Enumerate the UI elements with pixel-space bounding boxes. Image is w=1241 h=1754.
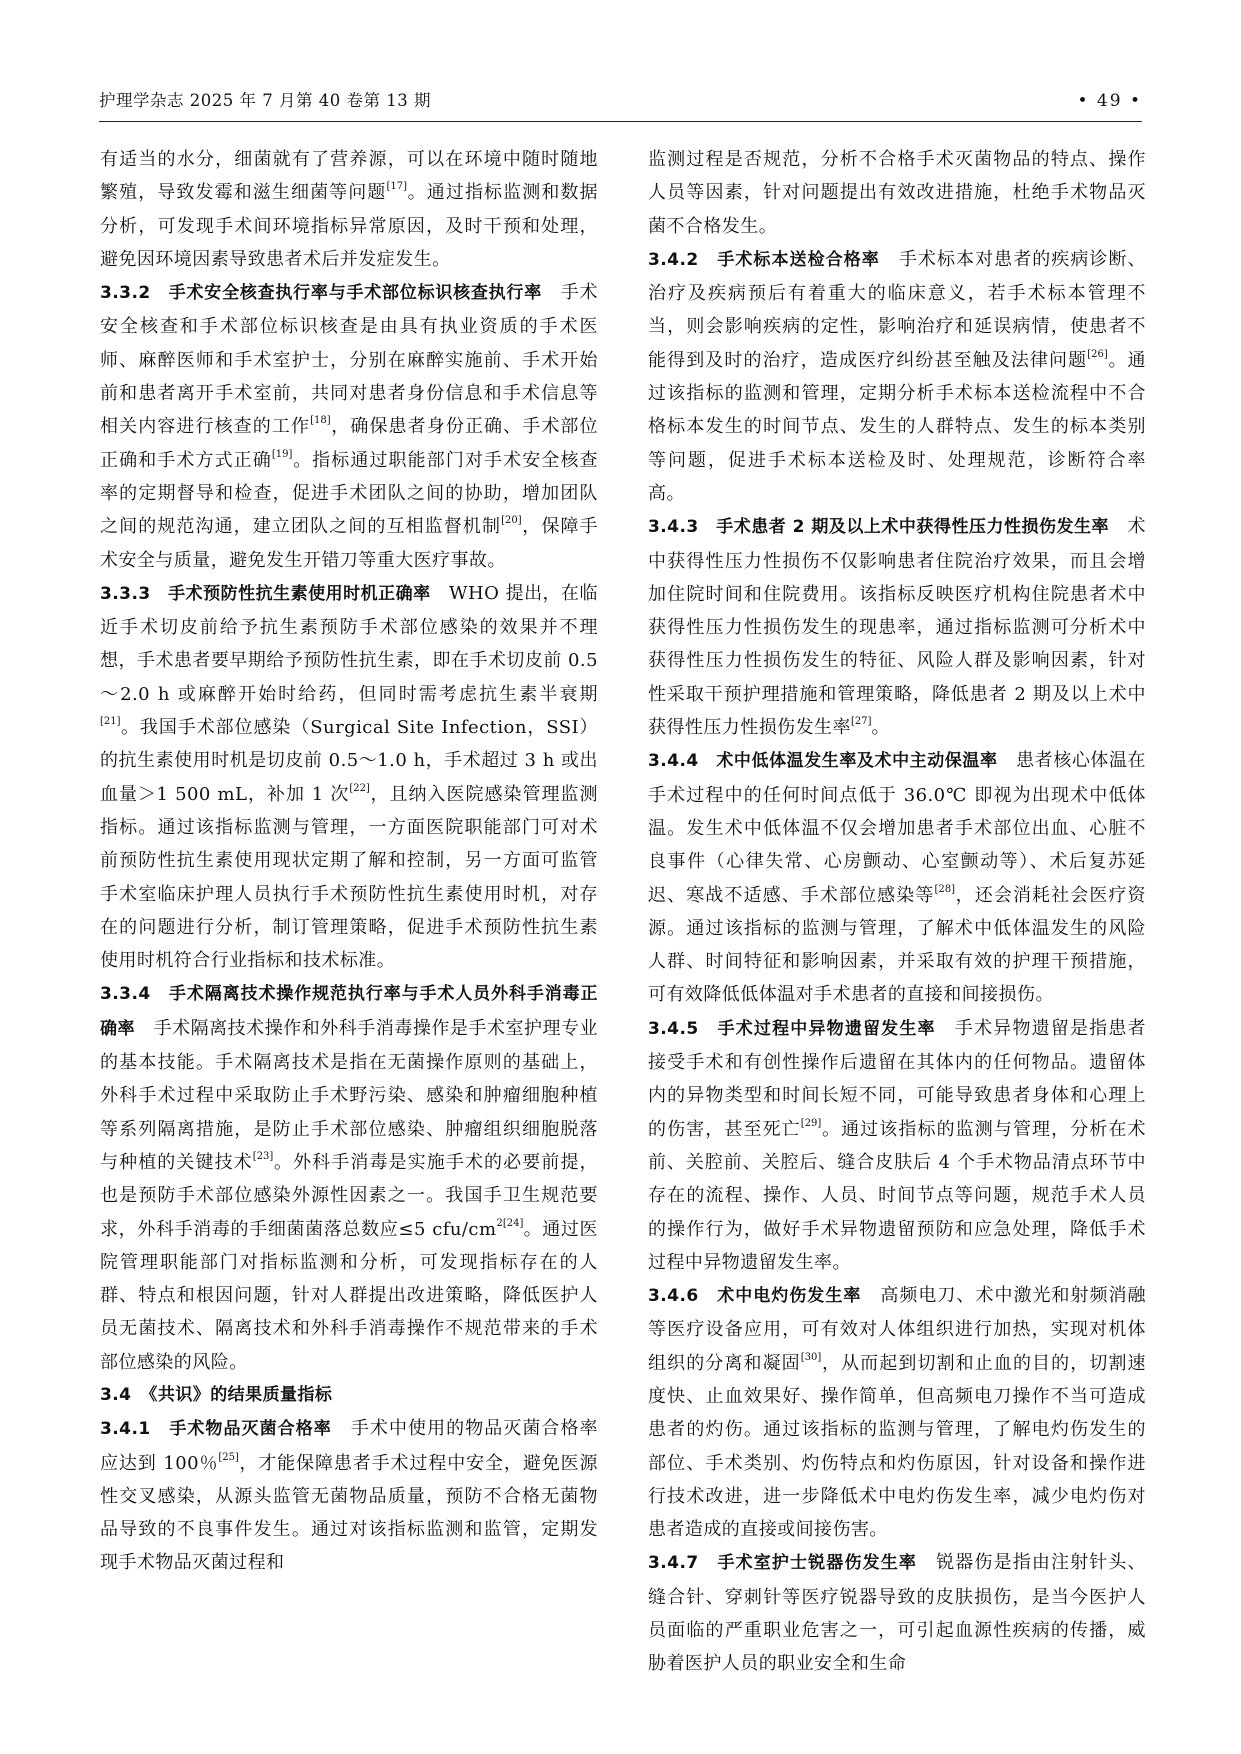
citation-ref: [17] [386,181,408,193]
citation-ref: [29] [800,1117,822,1129]
subsection-heading: 3.4.4 术中低体温发生率及术中主动保温率 [648,751,998,772]
section-3-3-2: 3.3.2 手术安全核查执行率与手术部位标识核查执行率 手术安全核查和手术部位标识核查是由具有执业资质的手术医师、麻醉医师和手术室护士，分别在麻醉实施前、手术开始前和患者离开手术室前，共同对患者身份信息和手术信息等相关内容进行核查的工作[18]，确保患者身份正确、手术部位正确和手术方式正确[19]。指标通过职能部门对手术安全核查率的定期督导和检查，促进手术团队之间的协助，增加团队之间的规范沟通，建立团队之间的互相监督机制[20]，保障手术安全与质量，避免发生开错刀等重大医疗事故。 [100,282,598,571]
citation-ref: [28] [934,883,956,895]
left-column [100,143,598,1580]
section-3-3-4: 3.3.4 手术隔离技术操作规范执行率与手术人员外科手消毒正确率 手术隔离技术操作和外科手消毒操作是手术室护理专业的基本技能。手术隔离技术是指在无菌操作原则的基础上，外科手术过程中采取防止手术野污染、感染和肿瘤细胞种植等系列隔离措施，是防止手术部位感染、肿瘤组织细胞脱落与种植的关键技术[23]。外科手消毒是实施手术的必要前提，也是预防手术部位感染外源性因素之一。我国手卫生规范要求，外科手消毒的手细菌菌落总数应≤5 cfu/cm$^{2[24]}$。通过医院管理职能部门对指标监测和分析，可发现指标存在的人群、特点和根因问题，针对人群提出改进策略，降低医护人员无菌技术、隔离技术和外科手消毒操作不规范带来的手术部位感染的风险。 [100,984,598,1373]
section-3-4-7: 3.4.7 手术室护士锐器伤发生率 锐器伤是指由注射针头、缝合针、穿刺针等医疗锐器导致的皮肤损伤，是当今医护人员面临的严重职业危害之一，可引起血源性疾病的传播，威胁着医护人员的职业安全和生命 [648,1552,1146,1675]
section-3-4-6: 3.4.6 术中电灼伤发生率 高频电刀、术中激光和射频消融等医疗设备应用，可有效对人体组织进行加热，实现对机体组织的分离和凝固[30]，从而起到切割和止血的目的，切割速度快、止血效果好、操作简单，但高频电刀操作不当可造成患者的灼伤。通过该指标的监测与管理，了解电灼伤发生的部位、手术类别、灼伤特点和灼伤原因，针对设备和操作进行技术改进，进一步降低术中电灼伤发生率，减少电灼伤对患者造成的直接或间接伤害。 [648,1285,1147,1541]
citation-ref: [22] [349,782,370,794]
subsection-heading: 3.3.2 手术安全核查执行率与手术部位标识核查执行率 [100,283,542,304]
paragraph: 监测过程是否规范，分析不合格手术灭菌物品的特点、操作人员等因素，针对问题提出有效改进措施，杜绝手术物品灭菌不合格发生。 [648,149,1146,237]
subsection-heading: 3.3.3 手术预防性抗生素使用时机正确率 [100,583,431,604]
section-3-4-4: 3.4.4 术中低体温发生率及术中主动保温率 患者核心体温在手术过程中的任何时间点低于 36.0℃ 即视为出现术中低体温。发生术中低体温不仅会增加患者手术部位出血、心脏不良事件（心律失常、心房颤动、心室颤动等）、术后复苏延迟、寒战不适感、手术部位感染等[28]，还会消耗社会医疗资源。通过该指标的监测与管理，了解术中低体温发生的风险人群、时间特征和影响因素，并采取有效的护理干预措施，可有效降低低体温对手术患者的直接和间接损伤。 [648,750,1147,1006]
citation-ref: [23] [252,1150,274,1162]
citation-ref: [27] [850,716,872,728]
citation-ref: [21] [100,716,121,728]
header-rule [99,121,1142,122]
subsection-heading: 3.3.4 手术隔离技术操作规范执行率与手术人员外科手消毒正确率 [100,984,598,1039]
citation-ref: [20] [501,515,522,527]
running-header [99,86,1142,118]
citation-ref: [24] [502,1217,524,1229]
right-column [648,143,1146,1681]
subsection-heading: 3.4.5 手术过程中异物遗留发生率 [648,1018,936,1039]
paragraph: 有适当的水分，细菌就有了营养源，可以在环境中随时随地繁殖，导致发霉和滋生细菌等问题[17]。通过指标监测和数据分析，可发现手术间环境指标异常原因，及时干预和处理，避免因环境因素导致患者术后并发症发生。 [100,149,599,270]
page-number: • 49 • [1077,91,1142,111]
section-3-4-3: 3.4.3 手术患者 2 期及以上术中获得性压力性损伤发生率 术中获得性压力性损伤不仅影响患者住院治疗效果，而且会增加住院时间和住院费用。该指标反映医疗机构住院患者术中获得性压力性损伤发生的现患率，通过指标监测可分析术中获得性压力性损伤发生的特征、风险人群及影响因素，针对性采取干预护理措施和管理策略，降低患者 2 期及以上术中获得性压力性损伤发生率[27]。 [648,516,1146,739]
citation-ref: [30] [800,1351,822,1363]
section-3-4-heading: 3.4 《共识》的结果质量指标 [100,1384,333,1405]
subsection-heading: 3.4.7 手术室护士锐器伤发生率 [648,1553,918,1574]
section-3-4-1: 3.4.1 手术物品灭菌合格率 手术中使用的物品灭菌合格率应达到 100％[25]，才能保障患者手术过程中安全，避免医源性交叉感染，从源头监管无菌物品质量，预防不合格无菌物品导致的不良事件发生。通过对该指标监测和监管，定期发现手术物品灭菌过程和 [100,1418,598,1574]
superscript-2: 2 [496,1217,503,1229]
subsection-heading: 3.4.3 手术患者 2 期及以上术中获得性压力性损伤发生率 [648,517,1110,538]
subsection-heading: 3.4.2 手术标本送检合格率 [648,249,880,270]
section-3-4-5: 3.4.5 手术过程中异物遗留发生率 手术异物遗留是指患者接受手术和有创性操作后遗留在其体内的任何物品。遗留体内的异物类型和时间长短不同，可能导致患者身体和心理上的伤害，甚至死亡[29]。通过该指标的监测与管理，分析在术前、关腔前、关腔后、缝合皮肤后 4 个手术物品清点环节中存在的流程、操作、人员、时间节点等问题，规范手术人员的操作行为，做好手术异物遗留预防和应急处理，降低手术过程中异物遗留发生率。 [648,1017,1146,1273]
citation-ref: [19] [271,448,293,460]
section-3-3-3: 3.3.3 手术预防性抗生素使用时机正确率 WHO 提出，在临近手术切皮前给予抗生素预防手术部位感染的效果并不理想，手术患者要早期给予预防性抗生素，即在手术切皮前 0.5～2.0 h 或麻醉开始时给药，但同时需考虑抗生素半衰期[21]。我国手术部位感染（Surgical Site Infection，SSI）的抗生素使用时机是切皮前 0.5～1.0 h，手术超过 3 h 或出血量＞1 500 mL，补加 1 次[22]，且纳入医院感染管理监测指标。通过该指标监测与管理，一方面医院职能部门可对术前预防性抗生素使用现状定期了解和控制，另一方面可监管手术室临床护理人员执行手术预防性抗生素使用时机，对存在的问题进行分析，制订管理策略，促进手术预防性抗生素使用时机符合行业指标和技术标准。 [100,582,598,972]
subsection-heading: 3.4.6 术中电灼伤发生率 [648,1286,862,1307]
subsection-heading: 3.4.1 手术物品灭菌合格率 [100,1419,332,1440]
citation-ref: [26] [1087,348,1108,360]
citation-ref: [25] [218,1451,239,1463]
citation-ref: [18] [310,415,331,427]
section-3-4-2: 3.4.2 手术标本送检合格率 手术标本对患者的疾病诊断、治疗及疾病预后有着重大的临床意义，若手术标本管理不当，则会影响疾病的定性，影响治疗和延误病情，使患者不能得到及时的治疗，造成医疗纠纷甚至触及法律问题[26]。通过该指标的监测和管理，定期分析手术标本送检流程中不合格标本发生的时间节点、发生的人群特点、发生的标本类别等问题，促进手术标本送检及时、处理规范，诊断符合率高。 [648,248,1146,504]
journal-citation: 护理学杂志 2025 年 7 月第 40 卷第 13 期 [99,91,431,110]
